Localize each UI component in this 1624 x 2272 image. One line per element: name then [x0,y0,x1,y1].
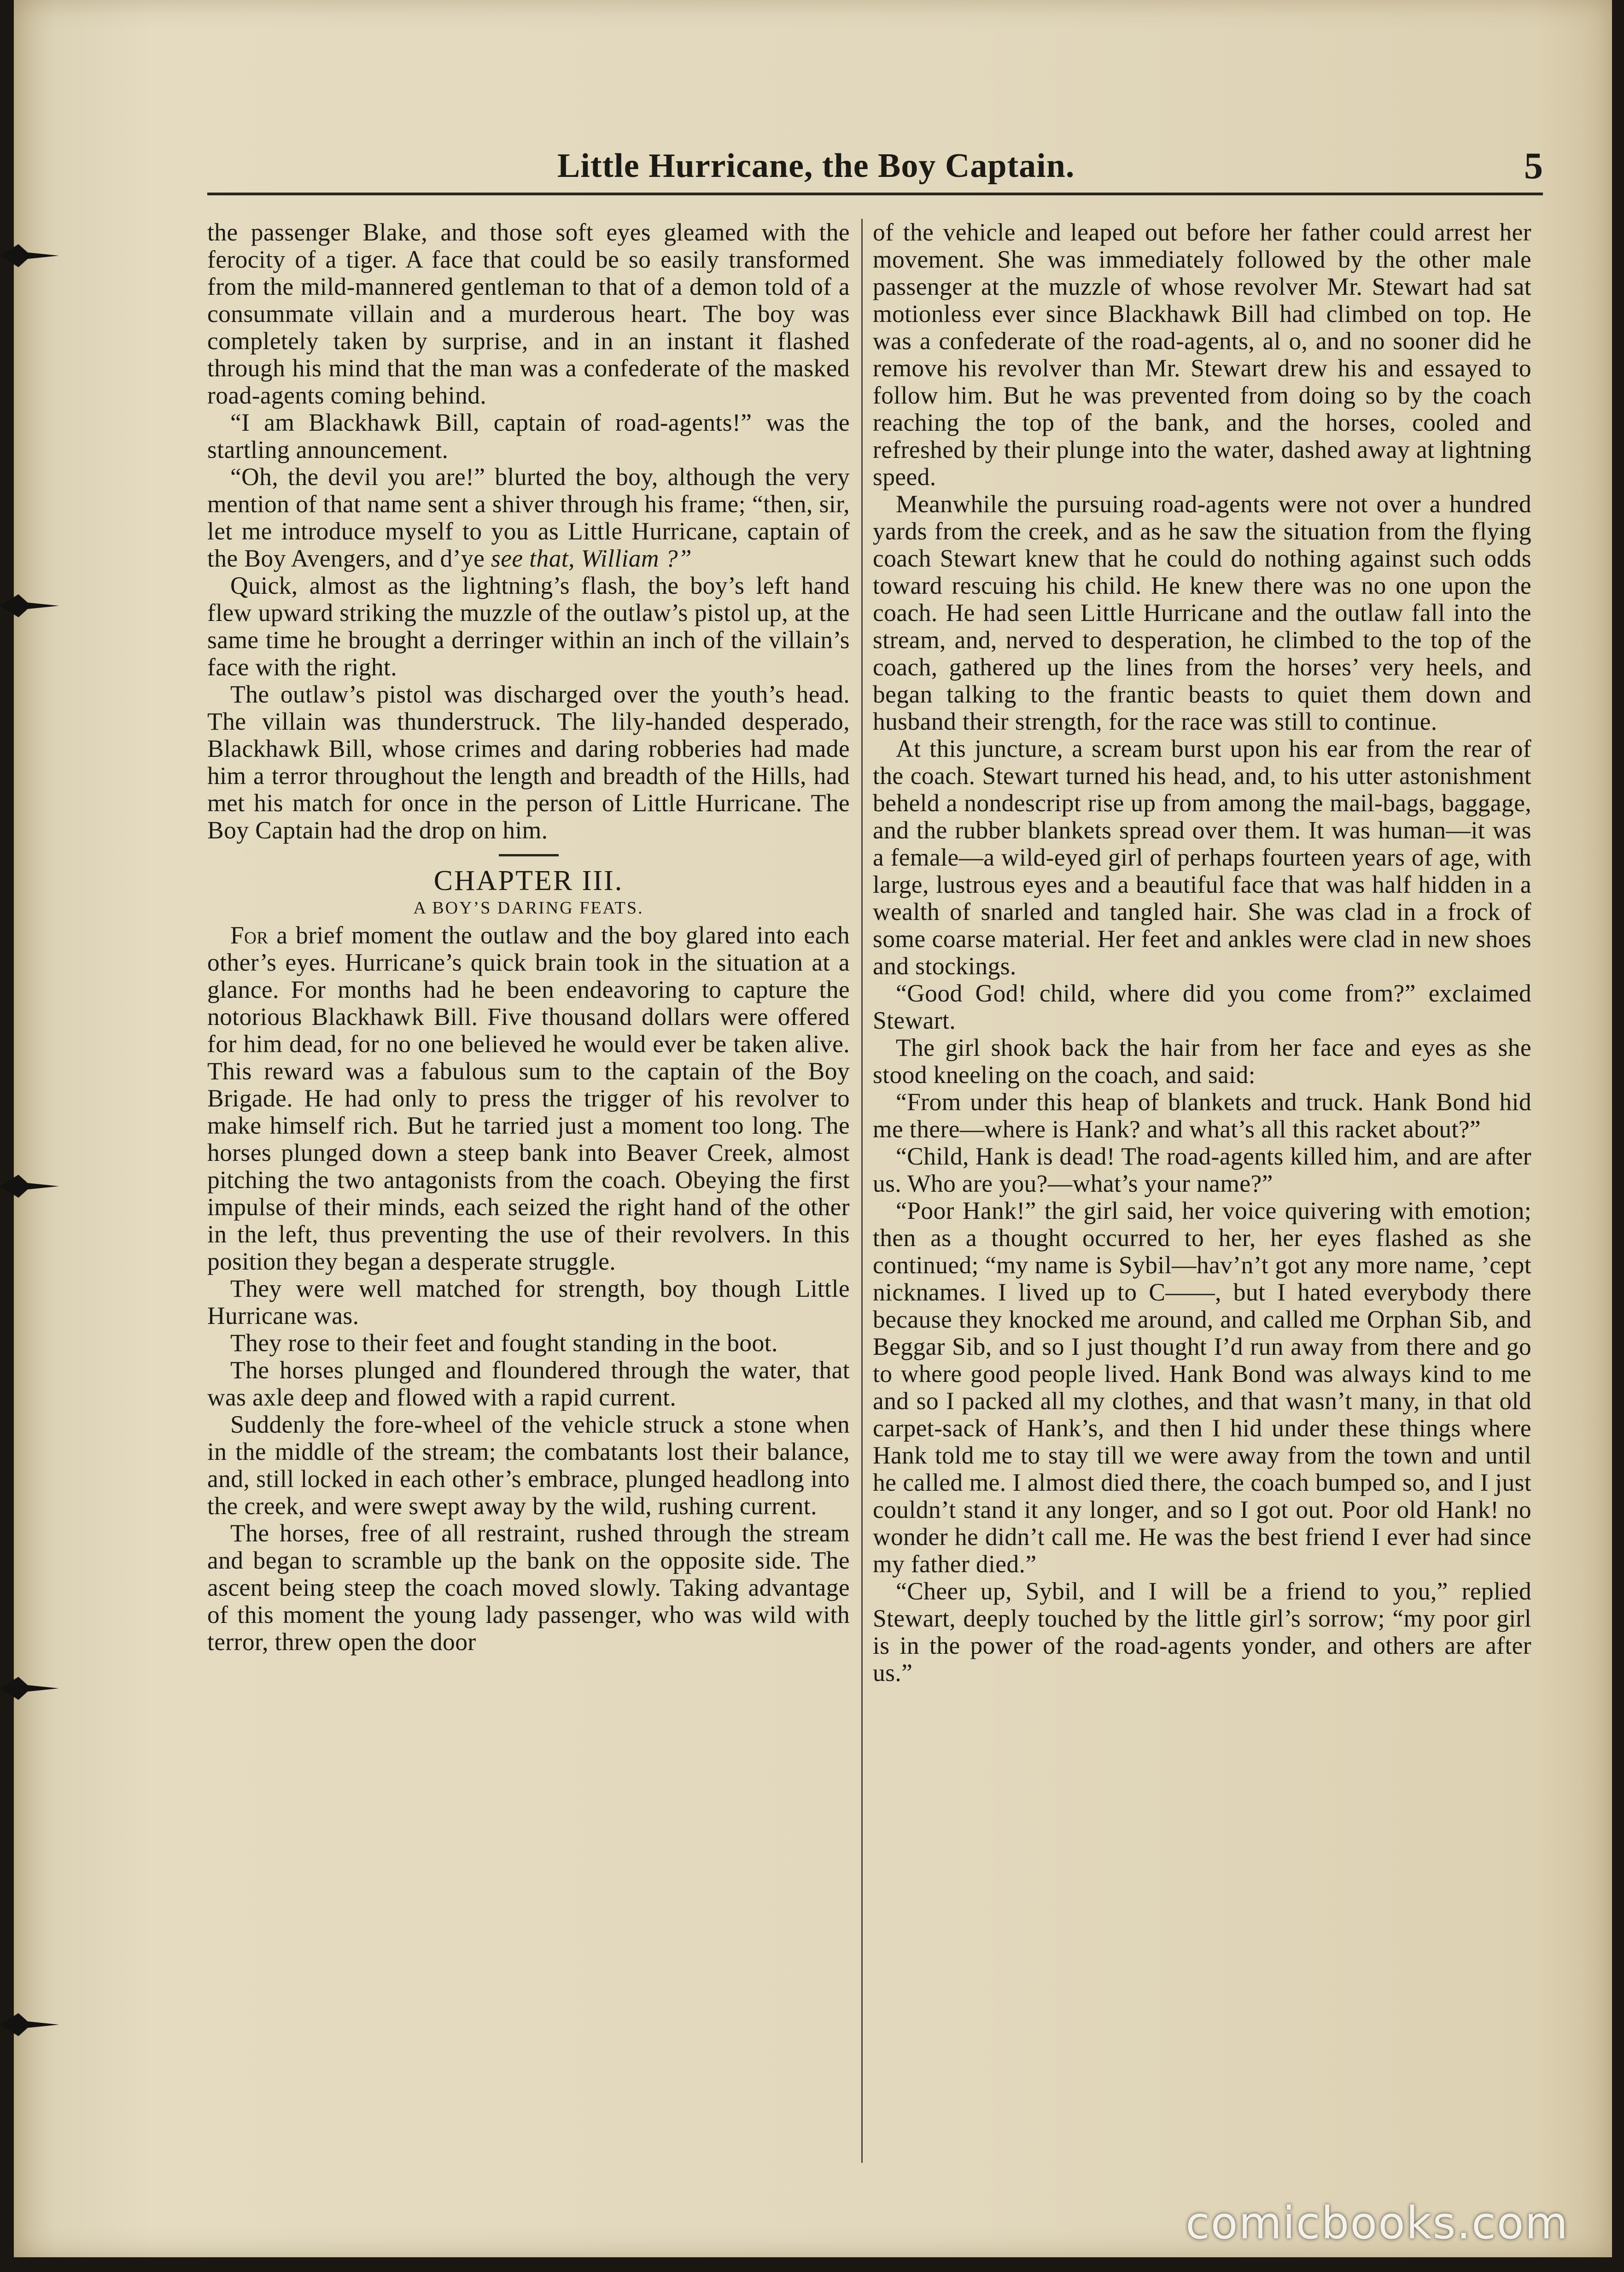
paragraph: “Cheer up, Sybil, and I will be a friend to you,” replied Stewart, deeply touched by the little girl’s sorrow; “my poor girl is in the power of the road-agents yonder, and others are after us.” [873,1577,1531,1686]
right-column [873,219,1531,1686]
paragraph: At this juncture, a scream burst upon his ear from the rear of the coach. Stewart turned his head, and, to his utter astonishment beheld a nondescript rise up from among the mail-bags, baggage, and the rubber blankets spread over them. It was human—it was a female—a wild-eyed girl of perhaps fourteen years of age, with large, lustrous eyes and a beautiful face that was half hidden in a wealth of snarled and tangled hair. She was clad in a frock of some coarse material. Her feet and ankles were clad in new shoes and stockings. [873,735,1531,980]
header-rule [207,193,1543,195]
binding-hole-icon [0,240,60,272]
binding-hole-icon [0,1672,60,1704]
binding-hole-icon [0,590,60,622]
chapter-title: CHAPTER III. [433,865,624,896]
binding-hole-icon [0,1170,60,1202]
paragraph: The horses, free of all restraint, rushed through the stream and began to scramble up the bank on the opposite side. The ascent being steep the coach moved slowly. Taking advantage of this moment the young lady passenger, who was wild with terror, threw open the door [207,1519,850,1656]
chapter-subtitle: A BOY’S DARING FEATS. [413,898,644,918]
paragraph: “Good God! child, where did you come from?” exclaimed Stewart. [873,979,1531,1034]
paragraph: of the vehicle and leaped out before her father could arrest her movement. She was immediately followed by the other male passenger at the muzzle of whose revolver Mr. Stewart had sat motionless ever since Blackhawk Bill had climbed on top. He was a confederate of the road-agents, al o, and no sooner did he remove his revolver than Mr. Stewart drew his and essayed to follow him. But he was prevented from doing so by the coach reaching the top of the bank, and the horses, cooled and refreshed by their plunge into the water, dashed away at lightning speed. [873,218,1531,491]
italic-phrase: see that, William ?” [491,545,692,572]
left-column [207,219,850,1656]
paragraph: Quick, almost as the lightning’s flash, the boy’s left hand flew upward striking the muzzle of the outlaw’s pistol up, at the same time he brought a derringer within an inch of the villain’s face with the right. [207,572,850,681]
paragraph: They rose to their feet and fought standing in the boot. [230,1329,778,1357]
paragraph [207,463,850,572]
paragraph: “I am Blackhawk Bill, captain of road-agents!” was the startling announcement. [207,409,850,463]
page-number: 5 [1524,145,1543,187]
paragraph: “From under this heap of blankets and truck. Hank Bond hid me there—where is Hank? and what’s all this racket about?” [873,1088,1531,1143]
paragraph: They were well matched for strength, boy though Little Hurricane was. [207,1275,850,1329]
binding-hole-icon [0,2008,60,2041]
opening-word: For [230,921,269,949]
source-watermark: comicbooks.com [1185,2197,1569,2249]
paragraph: “Poor Hank!” the girl said, her voice quivering with emotion; then as a thought occurred to her, her eyes flashed as she continued; “my name is Sybil—hav’n’t got any more name, ’cept nicknames. I lived up to C——, but I hated everybody there because they knocked me around, and called me Orphan Sib, and Beggar Sib, and so I just thought I’d run away from there and go to where good people lived. Hank Bond was always kind to me and so I packed all my clothes, and that wasn’t many, in that old carpet-sack of Hank’s, and then I hid under these things where Hank told me to stay till we were away from the town and until he called me. I almost died there, the coach bumped so, and I just couldn’t stand it any longer, and so I got out. Poor old Hank! no wonder he didn’t call me. He was the best friend I ever had since my father died.” [873,1197,1531,1578]
running-title: Little Hurricane, the Boy Captain. [557,146,1075,185]
chapter-paragraph [207,922,850,1275]
page-header [557,138,1543,193]
paragraph: The girl shook back the hair from her face and eyes as she stood kneeling on the coach, and said: [873,1034,1531,1089]
paragraph: The horses plunged and floundered through the water, that was axle deep and flowed with a rapid current. [207,1356,850,1411]
column-divider [861,219,863,2163]
paragraph: Suddenly the fore-wheel of the vehicle struck a stone when in the middle of the stream; the combatants lost their balance, and, still locked in each other’s embrace, plunged headlong into the creek, and were swept away by the wild, rushing current. [207,1411,850,1520]
newspaper-page [14,0,1612,2257]
paragraph: “Child, Hank is dead! The road-agents killed him, and are after us. Who are you?—what’s your name?” [873,1142,1531,1197]
paragraph-text: a brief moment the outlaw and the boy glared into each other’s eyes. Hurricane’s quick brain took in the situation at a glance. For months had he been endeavoring to capture the notorious Blackhawk Bill. Five thousand dollars were offered for him dead, for no one believed he would ever be taken alive. This reward was a fabulous sum to the captain of the Boy Brigade. He had only to press the trigger of his revolver to make himself rich. But he tarried just a moment too long. The horses plunged down a steep bank into Beaver Creek, almost pitching the two antagonists from the coach. Obeying the first impulse of their minds, each seized the right hand of the other in the left, thus preventing the use of their revolvers. In this position they began a desperate struggle. [207,921,850,1275]
paragraph: the passenger Blake, and those soft eyes gleamed with the ferocity of a tiger. A face that could be so easily transformed from the mild-mannered gentleman to that of a demon told of a consummate villain and a murderous heart. The boy was completely taken by surprise, and in an instant it flashed through his mind that the man was a confederate of the masked road-agents coming behind. [207,218,850,409]
section-divider [499,854,559,856]
paragraph-text: “Oh, the devil you are!” blurted the boy, although the very mention of that name sent a shiver through his frame; “then, sir, let me introduce myself to you as Little Hurricane, captain of the Boy Avengers, and d’ye [207,463,850,572]
paragraph: Meanwhile the pursuing road-agents were not over a hundred yards from the creek, and as he saw the situation from the flying coach Stewart knew that he could do nothing against such odds toward rescuing his child. He knew there was no one upon the coach. He had seen Little Hurricane and the outlaw fall into the stream, and, nerved to desperation, he climbed to the top of the coach, gathered up the lines from the horses’ very heels, and began talking to the frantic beasts to quiet them down and husband their strength, for the race was still to continue. [873,490,1531,735]
paragraph: The outlaw’s pistol was discharged over the youth’s head. The villain was thunderstruck. The lily-handed desperado, Blackhawk Bill, whose crimes and daring robberies had made him a terror throughout the length and breadth of the Hills, had met his match for once in the person of Little Hurricane. The Boy Captain had the drop on him. [207,680,850,844]
